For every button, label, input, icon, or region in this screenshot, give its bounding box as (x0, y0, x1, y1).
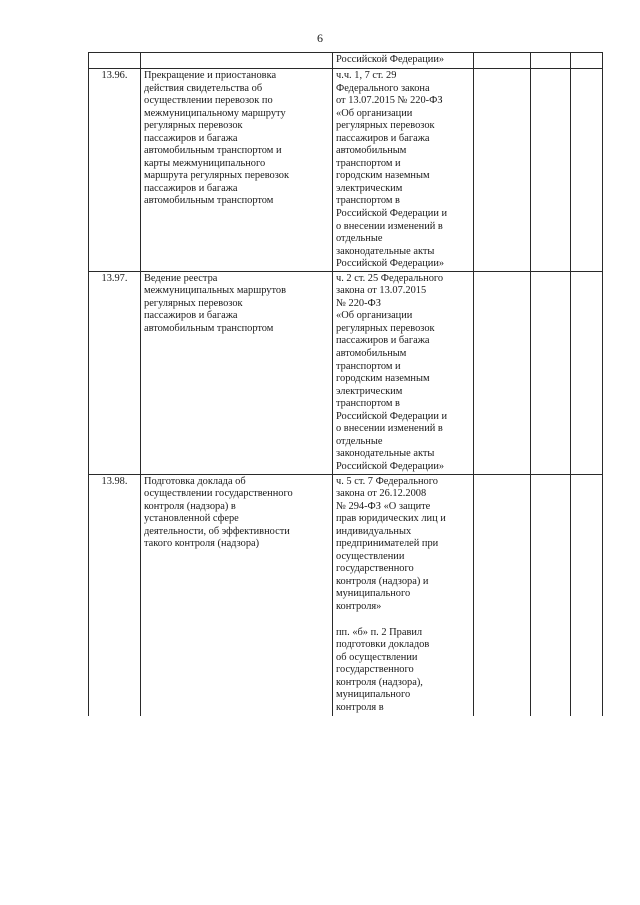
empty-cell (531, 69, 571, 272)
legal-basis-cell: ч. 2 ст. 25 Федерального закона от 13.07.2015 № 220-ФЗ «Об организации регулярных перевозок пассажиров и багажа автомобильным транспортом и городским наземным электрическим транспортом в Российской Федерации и о внесении изменений в отдельные законодательные акты Российской Федерации» (333, 271, 474, 474)
empty-cell (531, 53, 571, 69)
function-name-cell: Ведение реестра межмуниципальных маршрутов регулярных перевозок пассажиров и багажа автомобильным транспортом (141, 271, 333, 474)
empty-cell (474, 69, 531, 272)
legal-basis-text: ч. 5 ст. 7 Федерального закона от 26.12.2008 № 294-ФЗ «О защите прав юридических лиц и индивидуальных предпринимателей при осуществлении государственного контроля (надзора) и муниципального контроля» (336, 475, 446, 612)
table-row (89, 271, 603, 474)
legal-basis-cell (333, 474, 474, 716)
page-number: 6 (317, 31, 323, 45)
regulation-table (88, 52, 603, 716)
empty-cell (571, 53, 603, 69)
empty-cell (571, 69, 603, 272)
function-name-cell: Прекращение и приостановка действия свидетельства об осуществлении перевозок по межмуниципальному маршруту регулярных перевозок пассажиров и багажа автомобильным транспортом и карты межмуниципального маршрута регулярных перевозок пассажиров и багажа автомобильным транспортом (141, 69, 333, 272)
empty-cell (474, 271, 531, 474)
empty-cell (531, 474, 571, 716)
row-number-cell: 13.98. (89, 474, 141, 716)
row-number-cell: 13.97. (89, 271, 141, 474)
table-row (89, 69, 603, 272)
empty-cell (474, 474, 531, 716)
empty-cell (474, 53, 531, 69)
row-number-cell: 13.96. (89, 69, 141, 272)
table-row (89, 53, 603, 69)
legal-basis-cell: Российской Федерации» (333, 53, 474, 69)
paragraph-gap (336, 614, 470, 627)
function-name-cell: Подготовка доклада об осуществлении государственного контроля (надзора) в установленной сфере деятельности, об эффективности такого контроля (надзора) (141, 474, 333, 716)
legal-basis-extra-text: пп. «б» п. 2 Правил подготовки докладов об осуществлении государственного контроля (надзора), муниципального контроля в (336, 626, 430, 713)
empty-cell (571, 271, 603, 474)
empty-cell (571, 474, 603, 716)
legal-basis-cell: ч.ч. 1, 7 ст. 29 Федерального закона от 13.07.2015 № 220-ФЗ «Об организации регулярных перевозок пассажиров и багажа автомобильным транспортом и городским наземным электрическим транспортом в Российской Федерации и о внесении изменений в отдельные законодательные акты Российской Федерации» (333, 69, 474, 272)
table-row (89, 474, 603, 716)
empty-cell (531, 271, 571, 474)
function-name-cell (141, 53, 333, 69)
row-number-cell (89, 53, 141, 69)
